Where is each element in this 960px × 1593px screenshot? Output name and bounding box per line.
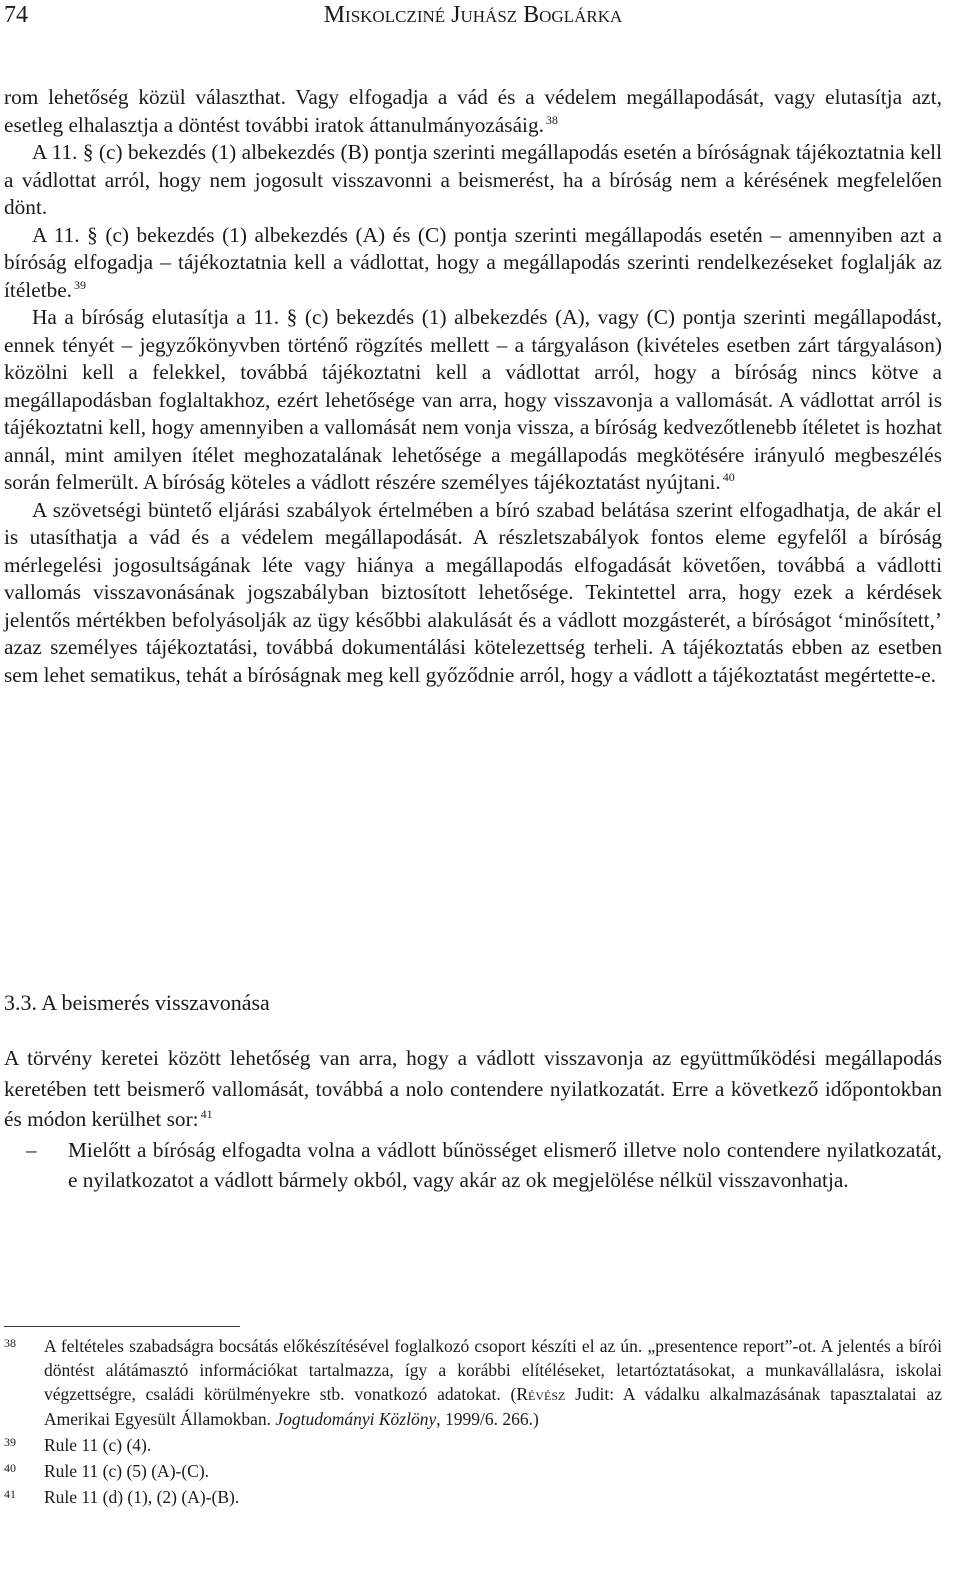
footnote-number: 41: [4, 1487, 16, 1502]
footnote-ref[interactable]: 40: [722, 470, 735, 484]
list-item: – Mielőtt a bíróság elfogadta volna a vádlott bűnösséget elismerő illetve nolo contendere nyilatkozatát, e nyilatkozatot a vádlott bármely okból, vagy akár az ok megjelölése nélkül visszavonhatja.: [4, 1135, 942, 1196]
footnote-ref[interactable]: 39: [74, 277, 86, 292]
footnote: 41 Rule 11 (d) (1), (2) (A)-(B).: [4, 1485, 942, 1509]
paragraph: A 11. § (c) bekezdés (1) albekezdés (A) és (C) pontja szerinti megállapodás esetén – amennyiben azt a bíróság elfogadja – tájékoztatnia kell a vádlottat, hogy a megállapodás szerinti rendelkezéseket foglalják az ítéletbe. $^{39}$: [4, 222, 942, 302]
running-head: Miskolcziné Juhász Boglárka: [323, 2, 623, 28]
paragraph: Ha a bíróság elutasítja a 11. § (c) bekezdés (1) albekezdés (A), vagy (C) pontja szerinti megállapodást, ennek tényét – jegyzőkönyvben történő rögzítés mellett – a tárgyaláson (kivételes esetben zárt tárgyaláson) közölni kell a felekkel, továbbá tájékoztatni kell a vádlottat arról, hogy a bíróság nincs kötve a megállapodásban foglaltakhoz, ezért lehetősége van arra, hogy visszavonja a vallomását. A vádlottat arról is tájékoztatni kell, hogy amennyiben a vallomását nem vonja vissza, a bíróság kedvezőtlenebb ítéletet is hozhat annál, mint amilyen ítélet meghozatalának lehetősége a megállapodás megkötésére irányuló megbeszélés során felmerült. A bíróság köteles a vádlott részére személyes tájékoztatást nyújtani. $^{40}$: [4, 305, 942, 494]
paragraph: A 11. § (c) bekezdés (1) albekezdés (B) pontja szerinti megállapodás esetén a bíróságnak tájékoztatnia kell a vádlottat arról, hogy nem jogosult visszavonni a beismerést, ha a bíróság nem a kérésének megfelelően dönt.: [4, 140, 942, 219]
page-header: [4, 2, 942, 32]
footnote-number: 40: [4, 1461, 16, 1476]
paragraph: A szövetségi büntető eljárási szabályok értelmében a bíró szabad belátása szerint elfogadhatja, de akár el is utasíthatja a vád és a védelem megállapodását. A részletszabályok fontos eleme egyfelől a bíróság mérlegelési jogosultságának léte vagy hiánya a megállapodás elfogadását követően, továbbá a vádlotti vallomás visszavonásának jogszabályban biztosított lehetősége. Tekintettel arra, hogy ezek a kérdések jelentős mértékben befolyásolják az ügy későbbi alakulását és a vádlott mozgásterét, a bíróságot ‘minősített,’ azaz személyes tájékoztatási, továbbá dokumentálási kötelezettség terheli. A tájékoztatás ebben az esetben sem lehet sematikus, tehát a bíróságnak meg kell győződnie arról, hogy a vádlott a tájékoztatást megértette-e.: [4, 497, 942, 687]
footnote-number: 39: [4, 1434, 16, 1449]
footnote: 38 A feltételes szabadságra bocsátás előkészítésével foglalkozó csoport készíti el az ún. „presentence report”-ot. A jelentés a bírói döntést alátámasztó információkat tartalmazza, így a korábbi elítéléseket, letartóztatásokat, a munkavállalásra, iskolai végzettségre, családi körülményekre stb. vonatkozó adatokat. (Révész Judit: A vádalku alkalmazásának tapasztalatai az Amerikai Egyesült Államokban. Jogtudományi Közlöny, 1999/6. 266.): [4, 1334, 942, 1431]
footnote-ref[interactable]: 41: [200, 1107, 213, 1121]
paragraph: A törvény keretei között lehetőség van arra, hogy a vádlott visszavonja az együttműködési megállapodás keretében tett beismerő vallomását, továbbá a nolo contendere nyilatkozatát. Erre a következő időpontokban és módon kerülhet sor: $^{41}$: [4, 1046, 942, 1131]
footnote-separator: [4, 1326, 240, 1327]
page-number: 74: [4, 2, 28, 28]
paragraph: rom lehetőség közül választhat. Vagy elfogadja a vád és a védelem megállapodását, vagy elutasítja azt, esetleg elhalasztja a döntést további iratok áttanulmányozásáig. $^{38}$: [4, 85, 942, 137]
footnote: 40 Rule 11 (c) (5) (A)-(C).: [4, 1459, 942, 1483]
section-text: [4, 1043, 942, 1196]
footnotes: [4, 1334, 942, 1511]
body-text: [4, 84, 942, 689]
section-heading: 3.3. A beismerés visszavonása: [4, 990, 270, 1015]
footnote-ref[interactable]: 38: [545, 112, 558, 127]
journal-title: Jogtudományi Közlöny: [275, 1408, 437, 1429]
author-name: Révész: [516, 1384, 566, 1405]
footnote-number: 38: [4, 1336, 16, 1350]
footnote: 39 Rule 11 (c) (4).: [4, 1433, 942, 1457]
dash-bullet: –: [26, 1137, 37, 1162]
